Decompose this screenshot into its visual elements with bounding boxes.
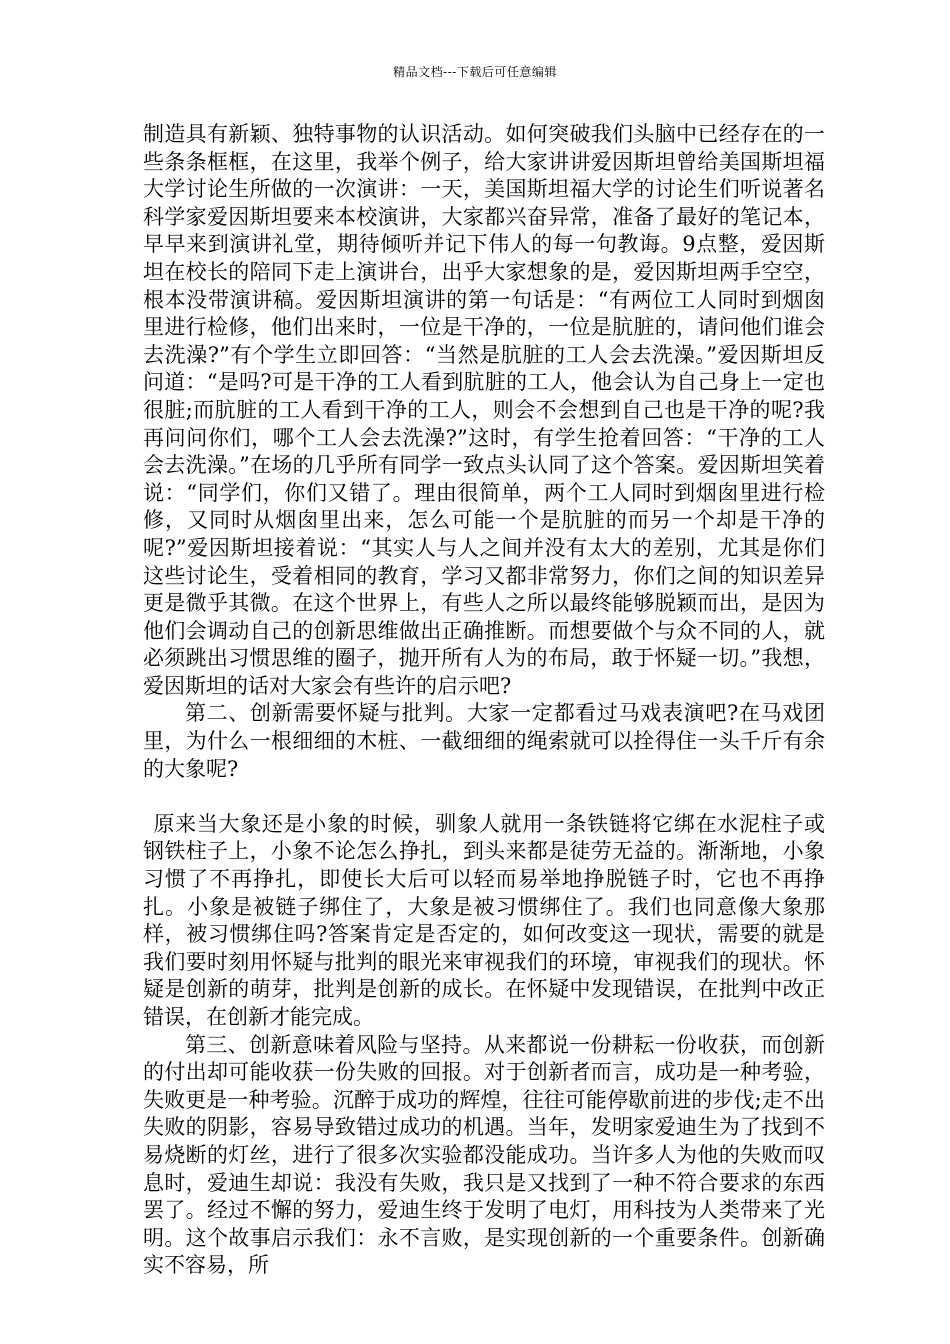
page-header: 精品文档---下载后可任意编辑 (393, 65, 557, 79)
paragraph-doubt-and-critique: 第二、创新需要怀疑与批判。大家一定都看过马戏表演吧?在马戏团里，为什么一根细细的木桩、一截细细的绳索就可以拴得住一头千斤有余的大象呢? (143, 701, 825, 781)
paragraph-risk-and-persistence: 第三、创新意味着风险与坚持。从来都说一份耕耘一份收获，而创新的付出却可能收获一份失败的回报。对于创新者而言，成功是一种考验，失败更是一种考验。沉醉于成功的辉煌，往往可能停歇前进的步伐;走不出失败的阴影，容易导致错过成功的机遇。当年，发明家爱迪生为了找到不易烧断的灯丝，进行了很多次实验都没能成功。当许多人为他的失败而叹息时，爱迪生却说：我没有失败，我只是又找到了一种不符合要求的东西罢了。经过不懈的努力，爱迪生终于发明了电灯，用科技为人类带来了光明。这个故事启示我们：永不言败，是实现创新的一个重要条件。创新确实不容易，所 (143, 1032, 825, 1278)
document-body (143, 121, 825, 1280)
paragraph-elephant-story: 原来当大象还是小象的时候，驯象人就用一条铁链将它绑在水泥柱子或钢铁柱子上，小象不论怎么挣扎，到头来都是徒劳无益的。渐渐地，小象习惯了不再挣扎，即使长大后可以轻而易举地挣脱链子时，它也不再挣扎。小象是被链子绑住了，大象是被习惯绑住了。我们也同意像大象那样，被习惯绑住吗?答案肯定是否定的，如何改变这一现状，需要的就是我们要时刻用怀疑与批判的眼光来审视我们的环境，审视我们的现状。怀疑是创新的萌芽，批判是创新的成长。在怀疑中发现错误，在批判中改正错误，在创新才能完成。 (143, 811, 825, 1029)
paragraph-einstein-story: 制造具有新颖、独特事物的认识活动。如何突破我们头脑中已经存在的一些条条框框，在这里，我举个例子，给大家讲讲爱因斯坦曾给美国斯坦福大学讨论生所做的一次演讲：一天，美国斯坦福大学的讨论生们听说著名科学家爱因斯坦要来本校演讲，大家都兴奋异常，准备了最好的笔记本，早早来到演讲礼堂，期待倾听并记下伟人的每一句教诲。9点整，爱因斯坦在校长的陪同下走上演讲台，出乎大家想象的是，爱因斯坦两手空空，根本没带演讲稿。爱因斯坦演讲的第一句话是：“有两位工人同时到烟囱里进行检修，他们出来时，一位是干净的，一位是肮脏的，请问他们谁会去洗澡?”有个学生立即回答：“当然是肮脏的工人会去洗澡。”爱因斯坦反问道：“是吗?可是干净的工人看到肮脏的工人，他会认为自己身上一定也很脏;而肮脏的工人看到干净的工人，则会不会想到自己也是干净的呢?我再问问你们，哪个工人会去洗澡?”这时，有学生抢着回答：“干净的工人会去洗澡。”在场的几乎所有同学一致点头认同了这个答案。爱因斯坦笑着说：“同学们，你们又错了。理由很简单，两个工人同时到烟囱里进行检修，又同时从烟囱里出来，怎么可能一个是肮脏的而另一个却是干净的呢?”爱因斯坦接着说：“其实人与人之间并没有太大的差别，尤其是你们这些讨论生，受着相同的教育，学习又都非常努力，你们之间的知识差异更是微乎其微。在这个世界上，有些人之所以最终能够脱颖而出，是因为他们会调动自己的创新思维做出正确推断。而想要做个与众不同的人，就必须跳出习惯思维的圈子，抛开所有人为的布局，敢于怀疑一切。”我想，爱因斯坦的话对大家会有些许的启示吧? (143, 122, 825, 698)
blank-line (143, 783, 825, 811)
